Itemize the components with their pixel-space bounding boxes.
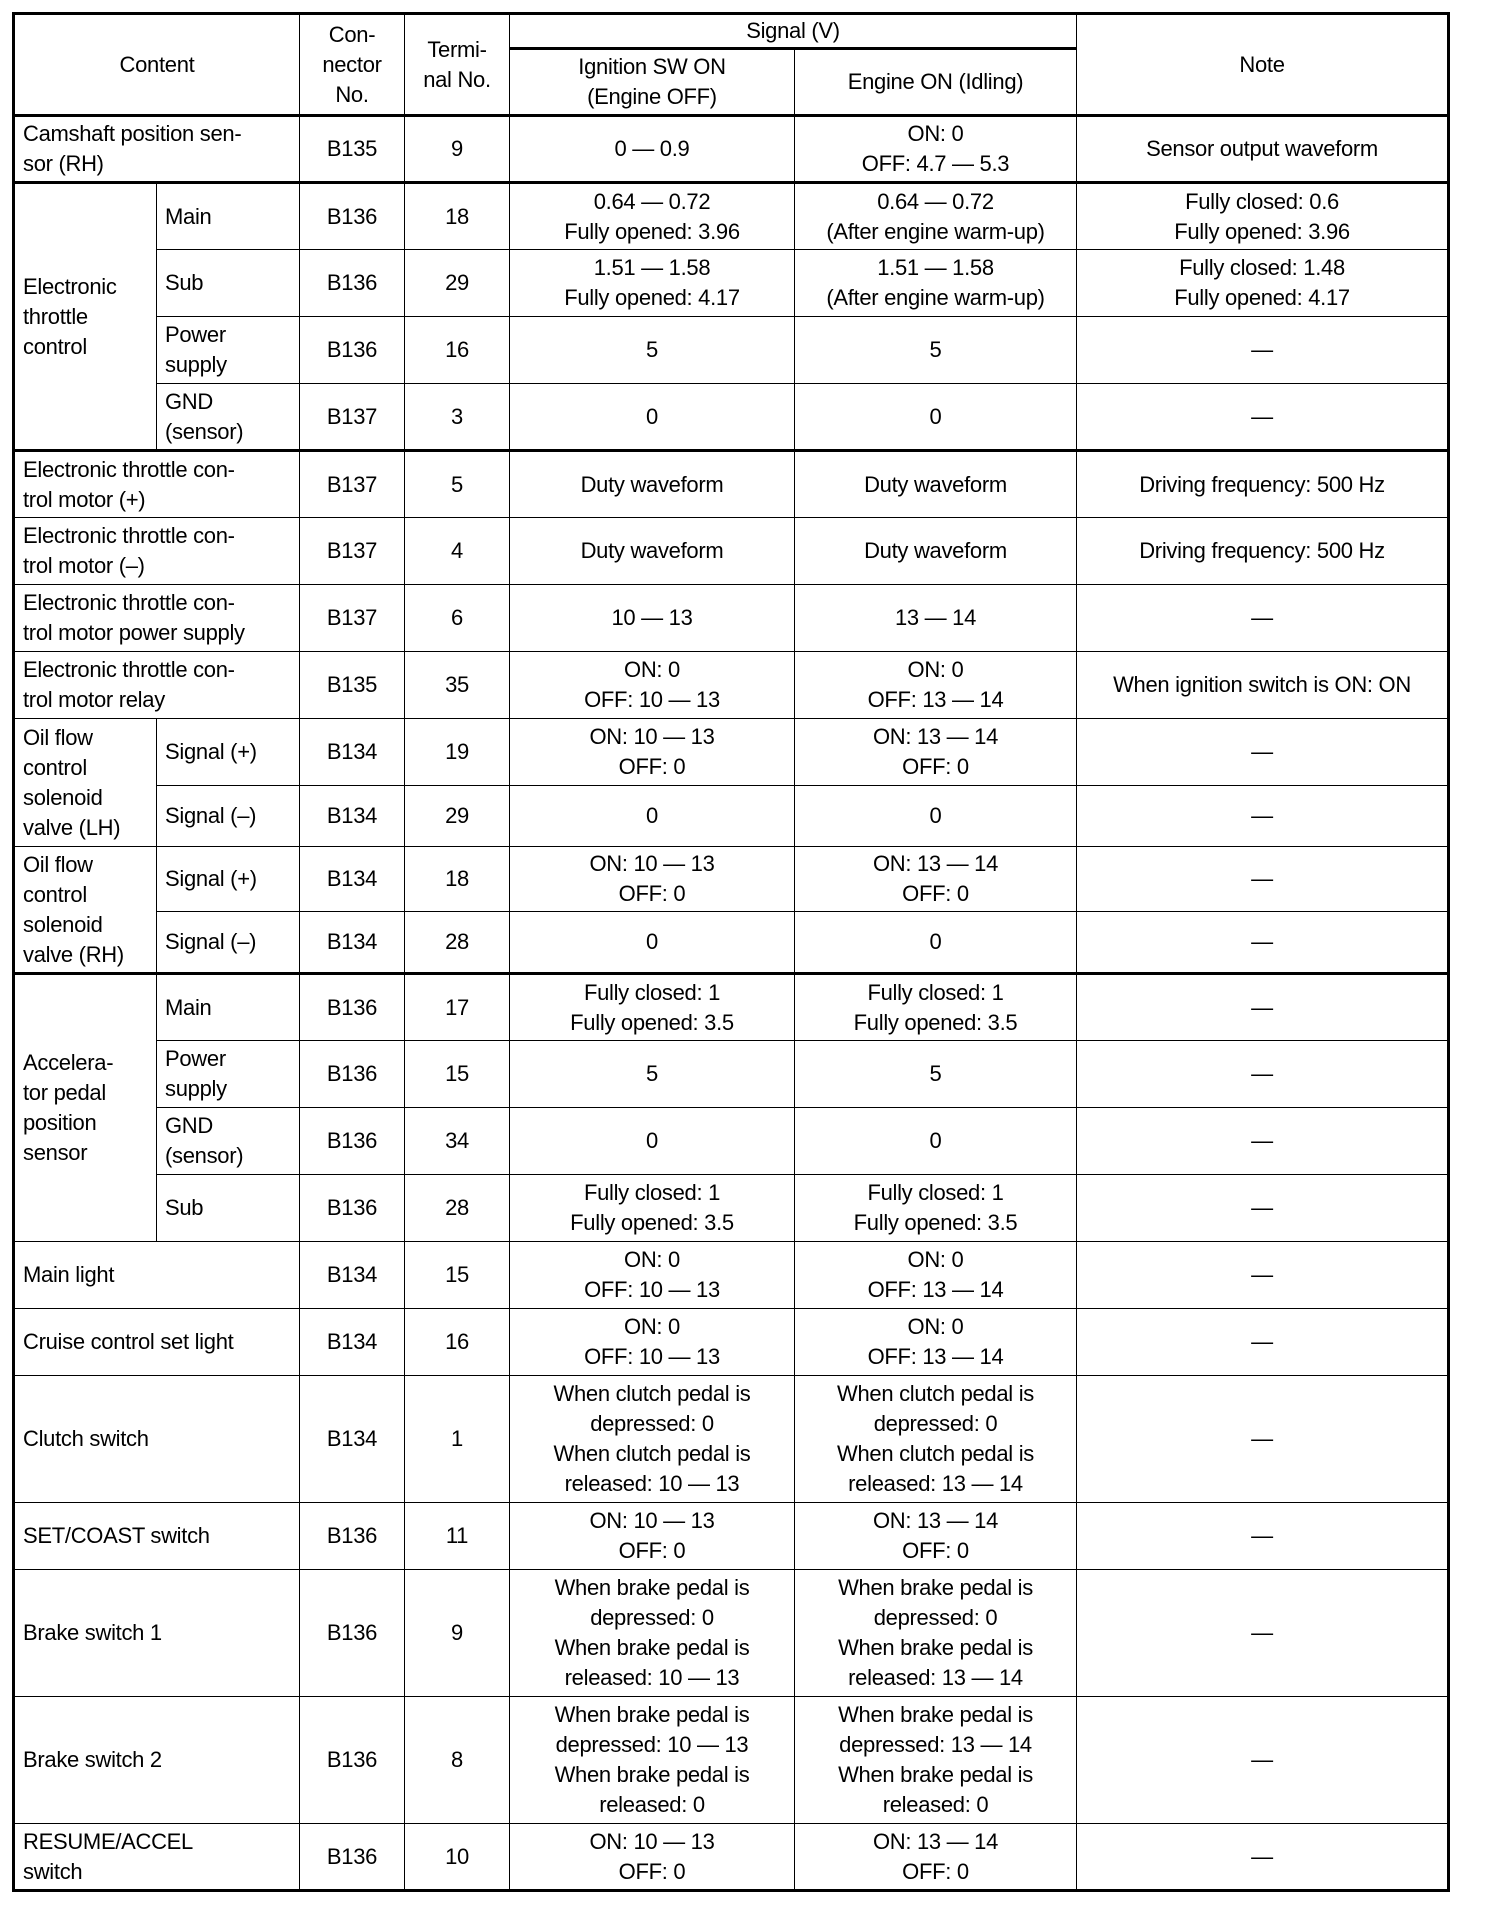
connector-cell: B136 — [300, 974, 405, 1041]
header-note: Note — [1077, 14, 1449, 116]
terminal-cell: 34 — [405, 1108, 510, 1175]
connector-cell: B134 — [300, 912, 405, 974]
table-row — [14, 1570, 1449, 1697]
terminal-cell: 9 — [405, 116, 510, 183]
ignition-on-signal-cell: 10 — 13 — [510, 585, 795, 652]
table-row — [14, 585, 1449, 652]
note-cell: — — [1077, 1041, 1449, 1108]
note-cell: — — [1077, 847, 1449, 912]
table-row — [14, 250, 1449, 317]
connector-cell: B137 — [300, 585, 405, 652]
engine-on-signal-cell: ON: 13 — 14 OFF: 0 — [795, 1503, 1077, 1570]
note-cell: — — [1077, 1570, 1449, 1697]
table-row — [14, 719, 1449, 786]
ignition-on-signal-cell: 0 — [510, 786, 795, 847]
engine-on-signal-cell: ON: 0 OFF: 13 — 14 — [795, 652, 1077, 719]
engine-on-signal-cell: 0 — [795, 912, 1077, 974]
ignition-on-signal-cell: 1.51 — 1.58 Fully opened: 4.17 — [510, 250, 795, 317]
header-signal: Signal (V) — [510, 14, 1077, 49]
engine-on-signal-cell: Duty waveform — [795, 518, 1077, 585]
note-cell: — — [1077, 974, 1449, 1041]
engine-on-signal-cell: 0 — [795, 1108, 1077, 1175]
ignition-on-signal-cell: Fully closed: 1 Fully opened: 3.5 — [510, 974, 795, 1041]
connector-cell: B136 — [300, 1697, 405, 1824]
table-row — [14, 183, 1449, 250]
sub-content-cell: Signal (+) — [157, 847, 300, 912]
connector-cell: B134 — [300, 719, 405, 786]
table-row — [14, 116, 1449, 183]
content-cell: SET/COAST switch — [14, 1503, 300, 1570]
note-cell: — — [1077, 1309, 1449, 1376]
header-terminal: Termi- nal No. — [405, 14, 510, 116]
engine-on-signal-cell: 5 — [795, 317, 1077, 384]
sub-content-cell: Sub — [157, 250, 300, 317]
note-cell: When ignition switch is ON: ON — [1077, 652, 1449, 719]
note-cell: Sensor output waveform — [1077, 116, 1449, 183]
engine-on-signal-cell: 1.51 — 1.58 (After engine warm-up) — [795, 250, 1077, 317]
content-cell: Electronic throttle con- trol motor power supply — [14, 585, 300, 652]
table-row — [14, 451, 1449, 518]
table-row — [14, 652, 1449, 719]
note-cell: — — [1077, 384, 1449, 451]
connector-cell: B137 — [300, 451, 405, 518]
ignition-on-signal-cell: 0 — [510, 912, 795, 974]
connector-cell: B136 — [300, 1503, 405, 1570]
group-cell: Oil flow control solenoid valve (RH) — [14, 847, 157, 974]
connector-cell: B134 — [300, 847, 405, 912]
engine-on-signal-cell: When brake pedal is depressed: 0 When brake pedal is released: 13 — 14 — [795, 1570, 1077, 1697]
connector-cell: B136 — [300, 1041, 405, 1108]
sub-content-cell: Power supply — [157, 1041, 300, 1108]
table-row — [14, 317, 1449, 384]
table-row — [14, 1697, 1449, 1824]
table-row — [14, 786, 1449, 847]
engine-on-signal-cell: 0 — [795, 786, 1077, 847]
content-cell: Brake switch 1 — [14, 1570, 300, 1697]
ignition-on-signal-cell: Fully closed: 1 Fully opened: 3.5 — [510, 1175, 795, 1242]
content-cell: Cruise control set light — [14, 1309, 300, 1376]
sub-content-cell: Signal (–) — [157, 786, 300, 847]
note-cell: — — [1077, 912, 1449, 974]
terminal-cell: 10 — [405, 1824, 510, 1891]
engine-on-signal-cell: Fully closed: 1 Fully opened: 3.5 — [795, 1175, 1077, 1242]
table-row — [14, 1503, 1449, 1570]
engine-on-signal-cell: When brake pedal is depressed: 13 — 14 When brake pedal is released: 0 — [795, 1697, 1077, 1824]
ignition-on-signal-cell: When clutch pedal is depressed: 0 When clutch pedal is released: 10 — 13 — [510, 1376, 795, 1503]
connector-cell: B134 — [300, 1309, 405, 1376]
sub-content-cell: GND (sensor) — [157, 384, 300, 451]
terminal-cell: 1 — [405, 1376, 510, 1503]
connector-cell: B136 — [300, 1108, 405, 1175]
table-row — [14, 1108, 1449, 1175]
group-cell: Oil flow control solenoid valve (LH) — [14, 719, 157, 847]
sub-content-cell: Signal (–) — [157, 912, 300, 974]
note-cell: — — [1077, 585, 1449, 652]
engine-on-signal-cell: 5 — [795, 1041, 1077, 1108]
terminal-cell: 17 — [405, 974, 510, 1041]
signal-table — [12, 12, 1450, 1892]
table-row — [14, 1824, 1449, 1891]
ignition-on-signal-cell: 0 — [510, 1108, 795, 1175]
note-cell: — — [1077, 1175, 1449, 1242]
connector-cell: B137 — [300, 518, 405, 585]
ignition-on-signal-cell: ON: 10 — 13 OFF: 0 — [510, 719, 795, 786]
terminal-cell: 9 — [405, 1570, 510, 1697]
engine-on-signal-cell: ON: 13 — 14 OFF: 0 — [795, 1824, 1077, 1891]
note-cell: — — [1077, 786, 1449, 847]
terminal-cell: 16 — [405, 1309, 510, 1376]
table-row — [14, 1175, 1449, 1242]
ignition-on-signal-cell: ON: 10 — 13 OFF: 0 — [510, 847, 795, 912]
sub-content-cell: Signal (+) — [157, 719, 300, 786]
terminal-cell: 6 — [405, 585, 510, 652]
sub-content-cell: Power supply — [157, 317, 300, 384]
note-cell: — — [1077, 1242, 1449, 1309]
connector-cell: B135 — [300, 652, 405, 719]
ignition-on-signal-cell: 0 — 0.9 — [510, 116, 795, 183]
content-cell: Clutch switch — [14, 1376, 300, 1503]
ignition-on-signal-cell: When brake pedal is depressed: 0 When brake pedal is released: 10 — 13 — [510, 1570, 795, 1697]
ignition-on-signal-cell: ON: 0 OFF: 10 — 13 — [510, 1242, 795, 1309]
terminal-cell: 4 — [405, 518, 510, 585]
ignition-on-signal-cell: ON: 10 — 13 OFF: 0 — [510, 1824, 795, 1891]
terminal-cell: 3 — [405, 384, 510, 451]
sub-content-cell: Main — [157, 183, 300, 250]
connector-cell: B136 — [300, 183, 405, 250]
content-cell: RESUME/ACCEL switch — [14, 1824, 300, 1891]
header-ignition-on: Ignition SW ON (Engine OFF) — [510, 49, 795, 116]
group-cell: Electronic throttle control — [14, 183, 157, 451]
note-cell: Fully closed: 1.48 Fully opened: 4.17 — [1077, 250, 1449, 317]
engine-on-signal-cell: ON: 13 — 14 OFF: 0 — [795, 847, 1077, 912]
engine-on-signal-cell: ON: 13 — 14 OFF: 0 — [795, 719, 1077, 786]
terminal-cell: 18 — [405, 183, 510, 250]
ignition-on-signal-cell: 0.64 — 0.72 Fully opened: 3.96 — [510, 183, 795, 250]
connector-cell: B135 — [300, 116, 405, 183]
terminal-cell: 29 — [405, 786, 510, 847]
terminal-cell: 11 — [405, 1503, 510, 1570]
note-cell: — — [1077, 317, 1449, 384]
content-cell: Camshaft position sen- sor (RH) — [14, 116, 300, 183]
table-row — [14, 1309, 1449, 1376]
engine-on-signal-cell: 0 — [795, 384, 1077, 451]
note-cell: — — [1077, 719, 1449, 786]
header-connector: Con- nector No. — [300, 14, 405, 116]
content-cell: Brake switch 2 — [14, 1697, 300, 1824]
sub-content-cell: Sub — [157, 1175, 300, 1242]
header-content: Content — [14, 14, 300, 116]
ignition-on-signal-cell: Duty waveform — [510, 518, 795, 585]
note-cell: — — [1077, 1824, 1449, 1891]
note-cell: — — [1077, 1376, 1449, 1503]
engine-on-signal-cell: Duty waveform — [795, 451, 1077, 518]
terminal-cell: 15 — [405, 1041, 510, 1108]
sub-content-cell: GND (sensor) — [157, 1108, 300, 1175]
connector-cell: B137 — [300, 384, 405, 451]
engine-on-signal-cell: When clutch pedal is depressed: 0 When clutch pedal is released: 13 — 14 — [795, 1376, 1077, 1503]
table-body — [14, 116, 1449, 1891]
terminal-cell: 28 — [405, 1175, 510, 1242]
group-cell: Accelera- tor pedal position sensor — [14, 974, 157, 1242]
terminal-cell: 15 — [405, 1242, 510, 1309]
table-row — [14, 847, 1449, 912]
table-row — [14, 912, 1449, 974]
connector-cell: B136 — [300, 1175, 405, 1242]
engine-on-signal-cell: ON: 0 OFF: 13 — 14 — [795, 1242, 1077, 1309]
table-row — [14, 1242, 1449, 1309]
connector-cell: B134 — [300, 786, 405, 847]
ignition-on-signal-cell: 5 — [510, 317, 795, 384]
table-row — [14, 1041, 1449, 1108]
ignition-on-signal-cell: ON: 0 OFF: 10 — 13 — [510, 652, 795, 719]
note-cell: — — [1077, 1697, 1449, 1824]
connector-cell: B136 — [300, 250, 405, 317]
connector-cell: B136 — [300, 1824, 405, 1891]
ignition-on-signal-cell: 0 — [510, 384, 795, 451]
table-row — [14, 518, 1449, 585]
terminal-cell: 19 — [405, 719, 510, 786]
ignition-on-signal-cell: Duty waveform — [510, 451, 795, 518]
table-row — [14, 974, 1449, 1041]
header-engine-on: Engine ON (Idling) — [795, 49, 1077, 116]
content-cell: Electronic throttle con- trol motor (–) — [14, 518, 300, 585]
content-cell: Main light — [14, 1242, 300, 1309]
engine-on-signal-cell: Fully closed: 1 Fully opened: 3.5 — [795, 974, 1077, 1041]
ignition-on-signal-cell: ON: 10 — 13 OFF: 0 — [510, 1503, 795, 1570]
connector-cell: B134 — [300, 1376, 405, 1503]
engine-on-signal-cell: 0.64 — 0.72 (After engine warm-up) — [795, 183, 1077, 250]
table-row — [14, 1376, 1449, 1503]
ignition-on-signal-cell: When brake pedal is depressed: 10 — 13 When brake pedal is released: 0 — [510, 1697, 795, 1824]
note-cell: Driving frequency: 500 Hz — [1077, 518, 1449, 585]
terminal-cell: 29 — [405, 250, 510, 317]
note-cell: — — [1077, 1503, 1449, 1570]
terminal-cell: 8 — [405, 1697, 510, 1824]
connector-cell: B136 — [300, 1570, 405, 1697]
content-cell: Electronic throttle con- trol motor (+) — [14, 451, 300, 518]
note-cell: — — [1077, 1108, 1449, 1175]
engine-on-signal-cell: ON: 0 OFF: 13 — 14 — [795, 1309, 1077, 1376]
note-cell: Fully closed: 0.6 Fully opened: 3.96 — [1077, 183, 1449, 250]
terminal-cell: 18 — [405, 847, 510, 912]
content-cell: Electronic throttle con- trol motor relay — [14, 652, 300, 719]
connector-cell: B134 — [300, 1242, 405, 1309]
engine-on-signal-cell: 13 — 14 — [795, 585, 1077, 652]
terminal-cell: 16 — [405, 317, 510, 384]
connector-cell: B136 — [300, 317, 405, 384]
sub-content-cell: Main — [157, 974, 300, 1041]
terminal-cell: 35 — [405, 652, 510, 719]
ignition-on-signal-cell: ON: 0 OFF: 10 — 13 — [510, 1309, 795, 1376]
terminal-cell: 5 — [405, 451, 510, 518]
terminal-cell: 28 — [405, 912, 510, 974]
table-row — [14, 384, 1449, 451]
engine-on-signal-cell: ON: 0 OFF: 4.7 — 5.3 — [795, 116, 1077, 183]
note-cell: Driving frequency: 500 Hz — [1077, 451, 1449, 518]
ignition-on-signal-cell: 5 — [510, 1041, 795, 1108]
